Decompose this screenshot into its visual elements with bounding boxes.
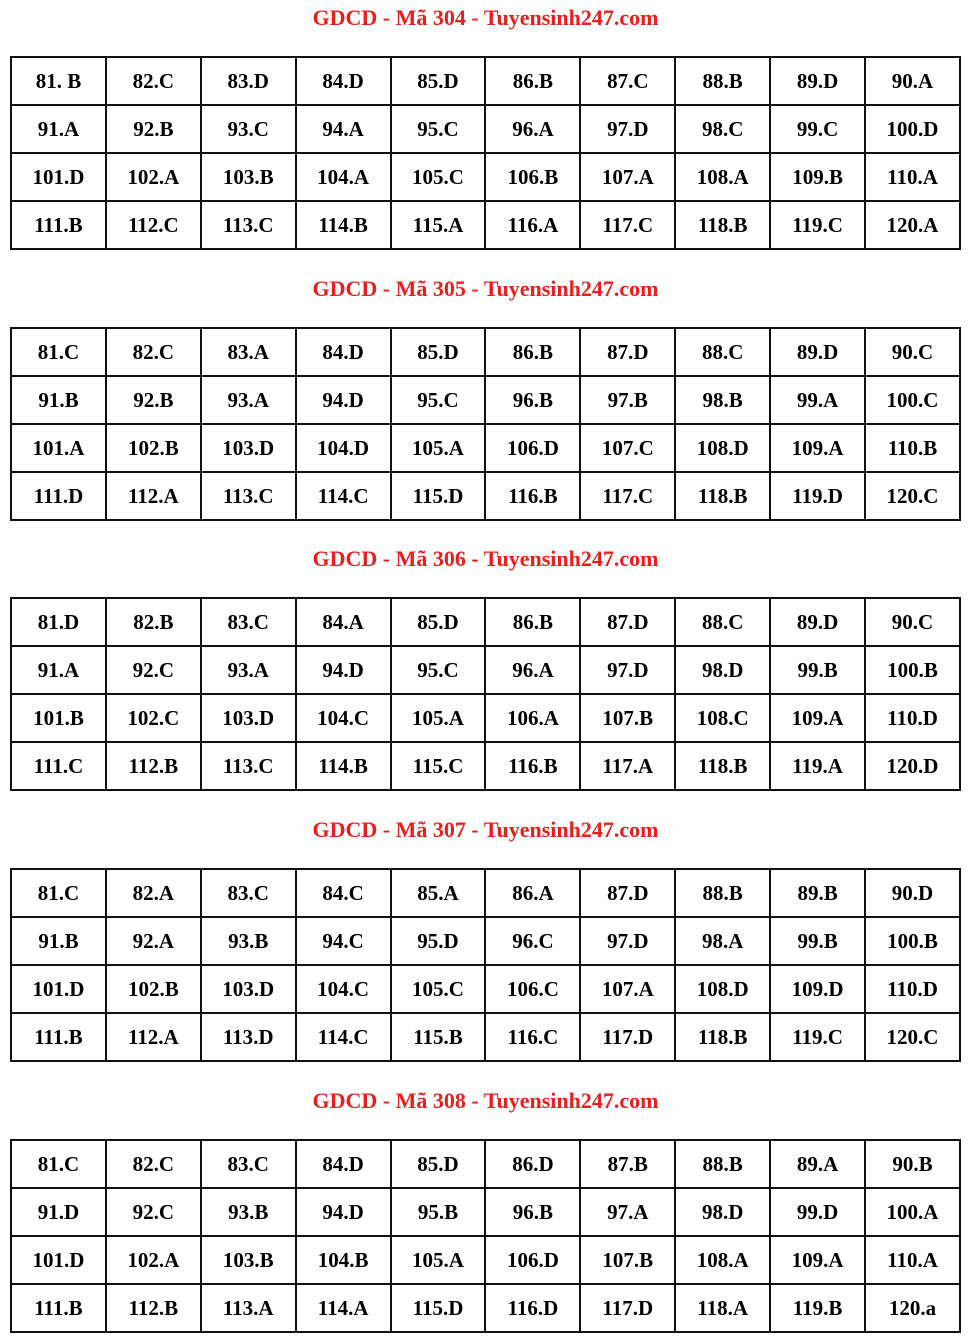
answer-cell: 118.B — [675, 1013, 770, 1061]
answer-cell: 110.B — [865, 424, 960, 472]
answer-cell: 107.C — [580, 424, 675, 472]
answer-cell: 95.C — [391, 646, 486, 694]
answer-cell: 105.A — [391, 694, 486, 742]
table-row — [11, 965, 960, 1013]
answer-cell: 85.D — [391, 328, 486, 376]
answer-cell: 113.C — [201, 472, 296, 520]
answer-cell: 88.B — [675, 57, 770, 105]
answer-cell: 90.D — [865, 869, 960, 917]
section-title: GDCD - Mã 306 - Tuyensinh247.com — [312, 546, 659, 571]
answer-cell: 92.C — [106, 646, 201, 694]
answer-cell: 81.C — [11, 328, 106, 376]
answer-cell: 117.C — [580, 472, 675, 520]
answer-cell: 89.B — [770, 869, 865, 917]
answer-cell: 83.C — [201, 869, 296, 917]
answer-cell: 109.D — [770, 965, 865, 1013]
answer-cell: 112.C — [106, 201, 201, 249]
answer-cell: 93.C — [201, 105, 296, 153]
answer-cell: 104.C — [296, 965, 391, 1013]
answer-cell: 103.D — [201, 424, 296, 472]
answer-cell: 120.C — [865, 1013, 960, 1061]
answer-cell: 117.D — [580, 1013, 675, 1061]
answer-cell: 106.C — [485, 965, 580, 1013]
answer-cell: 115.B — [391, 1013, 486, 1061]
answer-cell: 116.B — [485, 742, 580, 790]
answer-cell: 83.C — [201, 598, 296, 646]
answer-cell: 85.D — [391, 598, 486, 646]
answer-cell: 91.B — [11, 376, 106, 424]
answer-section — [0, 812, 971, 1072]
answer-cell: 101.B — [11, 694, 106, 742]
answer-cell: 96.B — [485, 1188, 580, 1236]
answer-cell: 82.C — [106, 1140, 201, 1188]
table-row — [11, 105, 960, 153]
answer-cell: 112.B — [106, 742, 201, 790]
answer-cell: 110.A — [865, 1236, 960, 1284]
answer-cell: 92.A — [106, 917, 201, 965]
table-row — [11, 694, 960, 742]
answer-cell: 95.C — [391, 105, 486, 153]
answer-cell: 114.C — [296, 472, 391, 520]
answer-cell: 108.D — [675, 424, 770, 472]
answer-cell: 94.C — [296, 917, 391, 965]
answer-cell: 97.D — [580, 646, 675, 694]
answer-cell: 88.C — [675, 598, 770, 646]
answer-cell: 115.D — [391, 1284, 486, 1332]
answer-cell: 107.A — [580, 965, 675, 1013]
answer-section — [0, 0, 971, 260]
table-row — [11, 201, 960, 249]
answer-cell: 99.D — [770, 1188, 865, 1236]
answer-cell: 111.B — [11, 1013, 106, 1061]
table-row — [11, 1236, 960, 1284]
answer-cell: 83.A — [201, 328, 296, 376]
answer-cell: 99.B — [770, 646, 865, 694]
answer-cell: 94.D — [296, 376, 391, 424]
answer-cell: 93.B — [201, 1188, 296, 1236]
answer-cell: 86.A — [485, 869, 580, 917]
answer-cell: 118.A — [675, 1284, 770, 1332]
answer-cell: 102.B — [106, 424, 201, 472]
section-title: GDCD - Mã 308 - Tuyensinh247.com — [312, 1088, 659, 1113]
answer-cell: 96.B — [485, 376, 580, 424]
answer-cell: 119.C — [770, 201, 865, 249]
table-row — [11, 917, 960, 965]
answer-cell: 105.C — [391, 153, 486, 201]
answer-cell: 106.D — [485, 1236, 580, 1284]
answer-cell: 113.D — [201, 1013, 296, 1061]
answer-cell: 97.B — [580, 376, 675, 424]
answer-cell: 81.D — [11, 598, 106, 646]
answer-cell: 108.A — [675, 1236, 770, 1284]
answer-cell: 82.C — [106, 328, 201, 376]
answer-cell: 109.A — [770, 1236, 865, 1284]
answer-cell: 116.A — [485, 201, 580, 249]
answer-cell: 116.C — [485, 1013, 580, 1061]
answer-cell: 90.C — [865, 328, 960, 376]
answer-cell: 100.D — [865, 105, 960, 153]
answer-cell: 114.B — [296, 742, 391, 790]
table-row — [11, 1284, 960, 1332]
answer-cell: 103.D — [201, 694, 296, 742]
answer-cell: 84.A — [296, 598, 391, 646]
table-row — [11, 869, 960, 917]
answer-cell: 109.A — [770, 694, 865, 742]
answer-cell: 102.C — [106, 694, 201, 742]
answer-cell: 120.D — [865, 742, 960, 790]
answer-cell: 92.B — [106, 376, 201, 424]
answer-cell: 112.A — [106, 1013, 201, 1061]
table-row — [11, 646, 960, 694]
answer-cell: 114.A — [296, 1284, 391, 1332]
answer-cell: 111.B — [11, 201, 106, 249]
answer-cell: 111.C — [11, 742, 106, 790]
answer-cell: 91.A — [11, 646, 106, 694]
answer-cell: 111.B — [11, 1284, 106, 1332]
answer-cell: 101.D — [11, 965, 106, 1013]
answer-cell: 84.D — [296, 1140, 391, 1188]
answer-cell: 82.A — [106, 869, 201, 917]
answer-cell: 91.D — [11, 1188, 106, 1236]
answer-cell: 87.D — [580, 598, 675, 646]
answer-cell: 81.C — [11, 869, 106, 917]
answer-cell: 107.A — [580, 153, 675, 201]
table-row — [11, 598, 960, 646]
answer-cell: 118.B — [675, 742, 770, 790]
answer-cell: 115.D — [391, 472, 486, 520]
answer-cell: 95.C — [391, 376, 486, 424]
table-row — [11, 328, 960, 376]
table-row — [11, 376, 960, 424]
table-row — [11, 153, 960, 201]
answer-cell: 86.D — [485, 1140, 580, 1188]
section-title: GDCD - Mã 307 - Tuyensinh247.com — [312, 817, 659, 842]
table-row — [11, 1140, 960, 1188]
answer-table — [10, 868, 961, 1062]
answer-cell: 94.A — [296, 105, 391, 153]
answer-cell: 90.C — [865, 598, 960, 646]
answer-cell: 93.A — [201, 376, 296, 424]
answer-cell: 86.B — [485, 328, 580, 376]
answer-cell: 107.B — [580, 1236, 675, 1284]
table-row — [11, 742, 960, 790]
answer-cell: 113.C — [201, 201, 296, 249]
answer-cell: 100.C — [865, 376, 960, 424]
answer-cell: 85.A — [391, 869, 486, 917]
answer-cell: 87.D — [580, 869, 675, 917]
answer-cell: 85.D — [391, 1140, 486, 1188]
answer-cell: 110.D — [865, 694, 960, 742]
answer-cell: 93.B — [201, 917, 296, 965]
answer-cell: 105.A — [391, 1236, 486, 1284]
answer-cell: 105.C — [391, 965, 486, 1013]
answer-cell: 86.B — [485, 57, 580, 105]
answer-cell: 117.A — [580, 742, 675, 790]
answer-cell: 87.D — [580, 328, 675, 376]
answer-cell: 99.C — [770, 105, 865, 153]
answer-cell: 89.D — [770, 328, 865, 376]
answer-cell: 90.B — [865, 1140, 960, 1188]
answer-cell: 91.A — [11, 105, 106, 153]
answer-cell: 98.C — [675, 105, 770, 153]
answer-cell: 113.C — [201, 742, 296, 790]
answer-cell: 89.D — [770, 57, 865, 105]
answer-cell: 88.B — [675, 869, 770, 917]
answer-cell: 114.B — [296, 201, 391, 249]
table-row — [11, 1013, 960, 1061]
answer-cell: 89.D — [770, 598, 865, 646]
answer-cell: 93.A — [201, 646, 296, 694]
answer-cell: 108.A — [675, 153, 770, 201]
answer-cell: 97.D — [580, 105, 675, 153]
answer-cell: 91.B — [11, 917, 106, 965]
answer-cell: 103.B — [201, 1236, 296, 1284]
answer-cell: 104.C — [296, 694, 391, 742]
answer-cell: 88.B — [675, 1140, 770, 1188]
answer-cell: 117.D — [580, 1284, 675, 1332]
answer-cell: 98.D — [675, 646, 770, 694]
answer-cell: 112.A — [106, 472, 201, 520]
answer-cell: 109.B — [770, 153, 865, 201]
answer-cell: 83.C — [201, 1140, 296, 1188]
answer-cell: 92.B — [106, 105, 201, 153]
section-title: GDCD - Mã 304 - Tuyensinh247.com — [312, 5, 659, 30]
answer-cell: 100.A — [865, 1188, 960, 1236]
answer-cell: 111.D — [11, 472, 106, 520]
table-row — [11, 424, 960, 472]
answer-cell: 105.A — [391, 424, 486, 472]
answer-cell: 84.D — [296, 57, 391, 105]
answer-cell: 92.C — [106, 1188, 201, 1236]
answer-cell: 89.A — [770, 1140, 865, 1188]
answer-cell: 118.B — [675, 201, 770, 249]
answer-cell: 116.D — [485, 1284, 580, 1332]
answer-cell: 88.C — [675, 328, 770, 376]
answer-cell: 110.D — [865, 965, 960, 1013]
answer-cell: 84.C — [296, 869, 391, 917]
answer-cell: 95.B — [391, 1188, 486, 1236]
answer-table — [10, 56, 961, 250]
answer-cell: 103.B — [201, 153, 296, 201]
answer-cell: 119.C — [770, 1013, 865, 1061]
answer-cell: 106.B — [485, 153, 580, 201]
answer-table — [10, 327, 961, 521]
answer-cell: 107.B — [580, 694, 675, 742]
answer-cell: 102.B — [106, 965, 201, 1013]
answer-cell: 94.D — [296, 1188, 391, 1236]
answer-cell: 115.A — [391, 201, 486, 249]
answer-cell: 84.D — [296, 328, 391, 376]
answer-table — [10, 1139, 961, 1333]
answer-cell: 113.A — [201, 1284, 296, 1332]
answer-cell: 104.A — [296, 153, 391, 201]
answer-cell: 108.D — [675, 965, 770, 1013]
answer-cell: 99.A — [770, 376, 865, 424]
answer-cell: 98.A — [675, 917, 770, 965]
answer-cell: 104.D — [296, 424, 391, 472]
answer-cell: 97.D — [580, 917, 675, 965]
answer-cell: 106.A — [485, 694, 580, 742]
table-row — [11, 57, 960, 105]
answer-cell: 97.A — [580, 1188, 675, 1236]
answer-cell: 115.C — [391, 742, 486, 790]
answer-cell: 86.B — [485, 598, 580, 646]
answer-cell: 102.A — [106, 153, 201, 201]
answer-cell: 83.D — [201, 57, 296, 105]
answer-cell: 109.A — [770, 424, 865, 472]
answer-cell: 110.A — [865, 153, 960, 201]
answer-cell: 120.C — [865, 472, 960, 520]
answer-table — [10, 597, 961, 791]
answer-cell: 116.B — [485, 472, 580, 520]
answer-cell: 82.B — [106, 598, 201, 646]
answer-cell: 82.C — [106, 57, 201, 105]
answer-cell: 96.A — [485, 105, 580, 153]
answer-cell: 119.B — [770, 1284, 865, 1332]
answer-cell: 99.B — [770, 917, 865, 965]
answer-cell: 100.B — [865, 646, 960, 694]
answer-cell: 114.C — [296, 1013, 391, 1061]
answer-cell: 96.A — [485, 646, 580, 694]
answer-cell: 94.D — [296, 646, 391, 694]
answer-cell: 90.A — [865, 57, 960, 105]
answer-cell: 101.D — [11, 153, 106, 201]
answer-cell: 95.D — [391, 917, 486, 965]
answer-cell: 118.B — [675, 472, 770, 520]
answer-cell: 117.C — [580, 201, 675, 249]
answer-cell: 106.D — [485, 424, 580, 472]
answer-cell: 85.D — [391, 57, 486, 105]
answer-cell: 100.B — [865, 917, 960, 965]
section-title: GDCD - Mã 305 - Tuyensinh247.com — [312, 276, 659, 301]
answer-cell: 120.a — [865, 1284, 960, 1332]
answer-cell: 98.D — [675, 1188, 770, 1236]
answer-cell: 87.C — [580, 57, 675, 105]
answer-cell: 119.A — [770, 742, 865, 790]
table-row — [11, 1188, 960, 1236]
answer-cell: 101.D — [11, 1236, 106, 1284]
answer-cell: 96.C — [485, 917, 580, 965]
answer-section — [0, 541, 971, 801]
answer-cell: 120.A — [865, 201, 960, 249]
answer-cell: 108.C — [675, 694, 770, 742]
answer-section — [0, 1083, 971, 1343]
answer-cell: 112.B — [106, 1284, 201, 1332]
table-row — [11, 472, 960, 520]
answer-cell: 87.B — [580, 1140, 675, 1188]
answer-cell: 119.D — [770, 472, 865, 520]
answer-section — [0, 271, 971, 531]
answer-cell: 98.B — [675, 376, 770, 424]
answer-cell: 104.B — [296, 1236, 391, 1284]
answer-cell: 102.A — [106, 1236, 201, 1284]
answer-cell: 101.A — [11, 424, 106, 472]
answer-cell: 103.D — [201, 965, 296, 1013]
answer-cell: 81. B — [11, 57, 106, 105]
answer-cell: 81.C — [11, 1140, 106, 1188]
